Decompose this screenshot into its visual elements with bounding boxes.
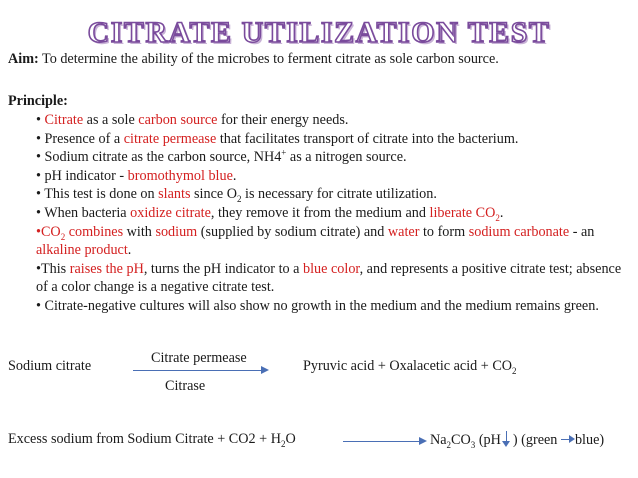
bullet-8-highlight: blue color — [303, 260, 360, 277]
bullet-5-highlight: slants — [158, 186, 191, 203]
bullet-5-text: • This test is done on — [36, 186, 159, 203]
bullet-1-highlight: carbon source — [138, 112, 218, 128]
right-arrow-icon — [561, 434, 575, 444]
reaction-1-subscript: 2 — [512, 365, 517, 376]
bullet-7-text: (supplied by sodium citrate) and — [197, 223, 388, 240]
bullet-2-text: • Presence of a — [36, 130, 124, 147]
bullet-5 — [36, 185, 634, 204]
bullet-1-highlight: Citrate — [44, 112, 84, 128]
bullet-3-text: as a nitrogen source. — [286, 149, 407, 166]
bullet-8-text: •This — [36, 260, 70, 277]
bullet-7-subscript: 2 — [60, 231, 66, 242]
reaction-2-products-text: blue) — [574, 432, 605, 448]
bullet-1 — [36, 111, 634, 130]
bullet-6-subscript: 2 — [495, 212, 500, 223]
bullet-3 — [36, 148, 634, 167]
reaction-1-arrow — [133, 370, 267, 371]
bullet-3-superscript: + — [281, 147, 287, 158]
down-arrow-icon — [501, 431, 513, 447]
bullet-6 — [36, 204, 634, 223]
bullet-7-highlight: water — [387, 223, 420, 240]
bullet-6-text: , they remove it from the medium and — [210, 204, 430, 221]
bullet-8-text: , turns the pH indicator to a — [143, 260, 304, 277]
aim-text: To determine the ability of the microbes to ferment citrate as sole carbon source. — [38, 51, 499, 67]
reaction-1-enzyme-above: Citrate permease — [151, 350, 247, 366]
bullet-1-text: as a sole — [83, 112, 139, 128]
reaction-2-products — [430, 431, 604, 449]
reaction-2-products-text: CO — [451, 432, 471, 448]
bullet-7-text: . — [127, 242, 132, 259]
reaction-2-reactants-text: Excess sodium from Sodium Citrate + CO2 + H — [8, 431, 281, 447]
page-title: CITRATE UTILIZATION TEST — [87, 16, 551, 49]
bullet-5-subscript: 2 — [236, 194, 242, 205]
reaction-2-reactants — [8, 431, 296, 448]
reaction-2-subscript: 2 — [446, 439, 452, 450]
principle-heading: Principle: — [8, 93, 68, 109]
bullet-2-text: that facilitates transport of citrate into the bacterium. — [216, 130, 519, 147]
bullet-4 — [36, 167, 634, 186]
bullet-6-highlight: liberate CO — [429, 204, 496, 221]
reaction-2-subscript: 3 — [470, 439, 476, 450]
bullet-8-highlight: raises the pH — [69, 260, 144, 277]
bullet-4-highlight: bromothymol blue — [127, 167, 233, 184]
bullet-9 — [36, 297, 634, 316]
reaction-2-products-text: (pH — [475, 432, 501, 448]
reaction-2-products-text: ) (green — [512, 432, 558, 448]
bullet-2 — [36, 130, 634, 149]
bullet-7-text: with — [123, 223, 156, 240]
reaction-2-arrow — [343, 441, 425, 442]
bullet-7 — [36, 223, 634, 260]
bullet-6-text: . — [499, 204, 504, 221]
reaction-2-subscript: 2 — [280, 438, 286, 449]
bullet-2-highlight: citrate permease — [123, 130, 217, 147]
bullet-7-highlight: sodium — [155, 223, 198, 240]
reaction-1-products — [303, 358, 517, 375]
bullet-6-text: • When bacteria — [36, 204, 131, 221]
reaction-1-products-text: Pyruvic acid + Oxalacetic acid + CO — [303, 358, 513, 374]
bullet-4-text: • pH indicator - — [36, 167, 128, 184]
aim-label: Aim: — [8, 51, 39, 67]
bullet-1-text: for their energy needs. — [217, 112, 349, 128]
bullet-1-text: • — [36, 112, 45, 128]
bullet-7-text: - an — [569, 223, 595, 240]
bullet-7-text: to form — [419, 223, 469, 240]
bullet-8-text: , and represents a positive citrate test; absence of a color change is a negative citrate test. — [36, 260, 622, 296]
bullet-5-text: is necessary for citrate utilization. — [241, 186, 437, 203]
bullet-8 — [36, 260, 634, 297]
bullet-7-highlight: •CO — [36, 223, 61, 240]
bullet-7-highlight: sodium carbonate — [468, 223, 570, 240]
bullet-7-highlight: combines — [65, 223, 124, 240]
bullet-9-text: • Citrate-negative cultures will also show no growth in the medium and the medium remains green. — [36, 297, 599, 314]
bullet-3-text: • Sodium citrate as the carbon source, NH4 — [36, 149, 282, 166]
bullet-7-highlight: alkaline product — [36, 242, 128, 259]
reaction-1-reactant: Sodium citrate — [8, 358, 92, 374]
bullet-6-highlight: oxidize citrate — [130, 204, 211, 221]
principle-list — [36, 111, 634, 316]
bullet-4-text: . — [232, 167, 237, 184]
reaction-2-products-text: Na — [430, 432, 447, 448]
aim-line — [8, 51, 499, 68]
reaction-1-enzyme-below: Citrase — [165, 378, 206, 394]
reaction-2-reactants-text: O — [285, 431, 296, 447]
bullet-5-text: since O — [190, 186, 237, 203]
